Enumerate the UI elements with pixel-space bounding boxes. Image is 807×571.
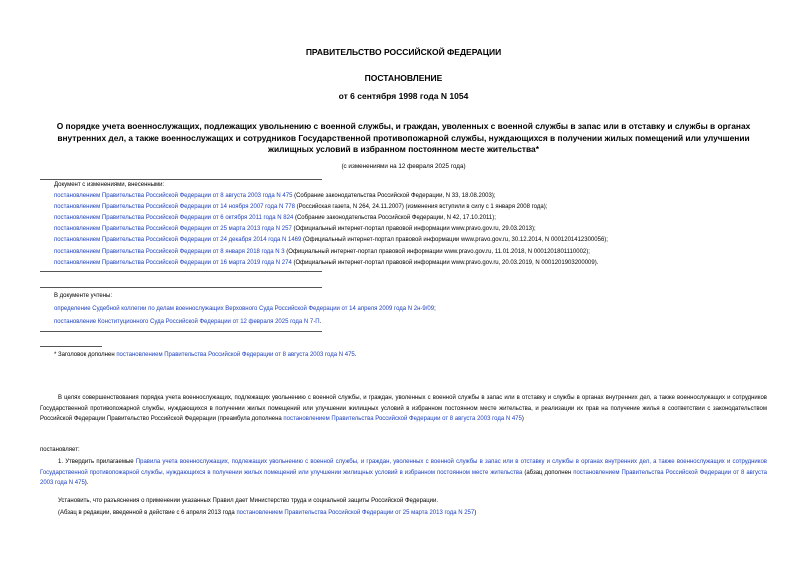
change-details: (Официальный интернет-портал правовой информации www.pravo.gov.ru, 11.01.2018, N 0001201801110002); [284, 248, 590, 255]
considered-punct: . [319, 319, 322, 325]
document-title: О порядке учета военнослужащих, подлежащих увольнению с военной службы, и граждан, уволенных с военной службы в запас или в отставку и службы в органах внутренних дел, а также военнослужащих и сотрудников Государственной противопожарной службы, нуждающихся в получении жилых помещений или улучшении жилищных условий в избранном постоянном месте жительства* [56, 121, 751, 154]
change-link[interactable]: постановлением Правительства Российской Федерации от 16 марта 2019 года N 274 [54, 259, 292, 266]
change-link[interactable]: постановлением Правительства Российской Федерации от 24 декабря 2014 года N 1469 [54, 237, 302, 244]
footnote-rule [40, 346, 102, 347]
document-date-number: от 6 сентября 1998 года N 1054 [338, 91, 469, 101]
considered-item [54, 316, 436, 329]
considered-item [54, 303, 436, 316]
considered-top-rule [40, 287, 322, 288]
considered-box [54, 290, 436, 329]
change-link[interactable]: постановлением Правительства Российской Федерации от 8 августа 2003 года N 475 [54, 193, 293, 200]
edition-note-link[interactable]: постановлением Правительства Российской Федерации от 25 марта 2013 года N 257 [236, 510, 475, 516]
government-heading: ПРАВИТЕЛЬСТВО РОССИЙСКОЙ ФЕДЕРАЦИИ [305, 47, 502, 57]
decides-text: постановляет: [40, 447, 80, 453]
changes-heading: Документ с изменениями, внесенными: [54, 182, 165, 188]
footnote-text: * Заголовок дополнен [54, 352, 117, 358]
changes-box [54, 180, 608, 269]
change-details: (Официальный интернет-портал правовой информации www.pravo.gov.ru, 20.03.2019, N 0001201903200009). [291, 259, 599, 266]
change-item [54, 235, 608, 246]
change-item [54, 224, 608, 235]
considered-link[interactable]: определение Судебной коллегии по делам военнослужащих Верховного Суда Российской Федерации от 14 апреля 2009 года N 2н-9/09 [54, 306, 435, 312]
rules-link[interactable]: Правила учета военнослужащих, подлежащих увольнению с военной службы, и граждан, уволенных с военной службы в запас или в отставку и службы в органах внутренних дел, а также военнослужащих и сотрудников Государственной противопожарной службы, нуждающихся в получении жилых помещений или улучшении жилищных условий в избранном постоянном месте жительства [40, 459, 767, 476]
change-item [54, 213, 608, 224]
item-1-text: 1. Утвердить прилагаемые [58, 459, 136, 465]
change-details: (Собрание законодательства Российской Федерации, N 42, 17.10.2011); [293, 215, 496, 222]
preamble-paragraph [40, 393, 767, 425]
change-item [54, 191, 608, 202]
edited-note: (с изменениями на 12 февраля 2025 года) [341, 163, 466, 170]
considered-punct: ; [434, 306, 436, 312]
clarification-paragraph: Установить, что разъяснения о применении указанных Правил дает Министерство труда и социальной защиты Российской Федерации. [58, 498, 439, 504]
item-1-end: ). [84, 480, 89, 486]
footnote-link[interactable]: постановлением Правительства Российской Федерации от 8 августа 2003 года N 475 [116, 352, 355, 358]
preamble-link[interactable]: постановлением Правительства Российской Федерации от 8 августа 2003 года N 475 [283, 416, 522, 422]
change-details: (Официальный интернет-портал правовой информации www.pravo.gov.ru, 30.12.2014, N 0001201412300056); [301, 237, 608, 244]
item-1-paragraph [40, 457, 767, 489]
change-item [54, 258, 608, 269]
considered-heading: В документе учтены: [54, 293, 113, 299]
edition-note-text: (Абзац в редакции, введенной в действие с 6 апреля 2013 года [58, 510, 237, 516]
change-details: (Официальный интернет-портал правовой информации www.pravo.gov.ru, 29.03.2013); [291, 226, 536, 233]
change-details: (Собрание законодательства Российской Федерации, N 33, 18.08.2003); [292, 193, 496, 200]
considered-link[interactable]: постановление Конституционного Суда Российской Федерации от 12 февраля 2025 года N 7-П [54, 319, 320, 325]
preamble-end: ) [521, 416, 524, 422]
edition-note-end: ) [474, 510, 477, 516]
change-link[interactable]: постановлением Правительства Российской Федерации от 14 ноября 2007 года N 778 [54, 204, 295, 211]
preamble-text: В целях совершенствования порядка учета военнослужащих, подлежащих увольнению с военной службы, и граждан, уволенных с военной службы в запас или в отставку и службы в органах внутренних дел, а также военнослужащих и сотрудников Государственной противопожарной службы, нуждающихся в получении жилых помещений или улучшении жилищных условий в избранном постоянном месте жительства, и реализации их прав на получение жилья в соответствии с законодательством Российской Федерации Правительство Российской Федерации (преамбула дополнена [40, 395, 767, 422]
change-link[interactable]: постановлением Правительства Российской Федерации от 6 октября 2011 года N 824 [54, 215, 294, 222]
document-type: ПОСТАНОВЛЕНИЕ [364, 73, 443, 83]
considered-bottom-rule [40, 331, 322, 332]
item-1-amendment-link[interactable]: постановлением Правительства Российской Федерации от 8 августа 2003 года N 475 [40, 469, 768, 486]
change-details: (Российская газета, N 264, 24.11.2007) (изменения вступили в силу с 1 января 2008 года); [294, 204, 548, 211]
title-footnote [54, 352, 356, 358]
item-1-note: (абзац дополнен [522, 469, 574, 476]
change-link[interactable]: постановлением Правительства Российской Федерации от 25 марта 2013 года N 257 [54, 226, 292, 233]
changes-bottom-rule [40, 271, 322, 272]
change-item [54, 202, 608, 213]
footnote-end: . [354, 352, 357, 358]
edition-note [58, 510, 476, 516]
change-item [54, 247, 608, 258]
change-link[interactable]: постановлением Правительства Российской Федерации от 8 января 2018 года N 3 [54, 248, 285, 255]
